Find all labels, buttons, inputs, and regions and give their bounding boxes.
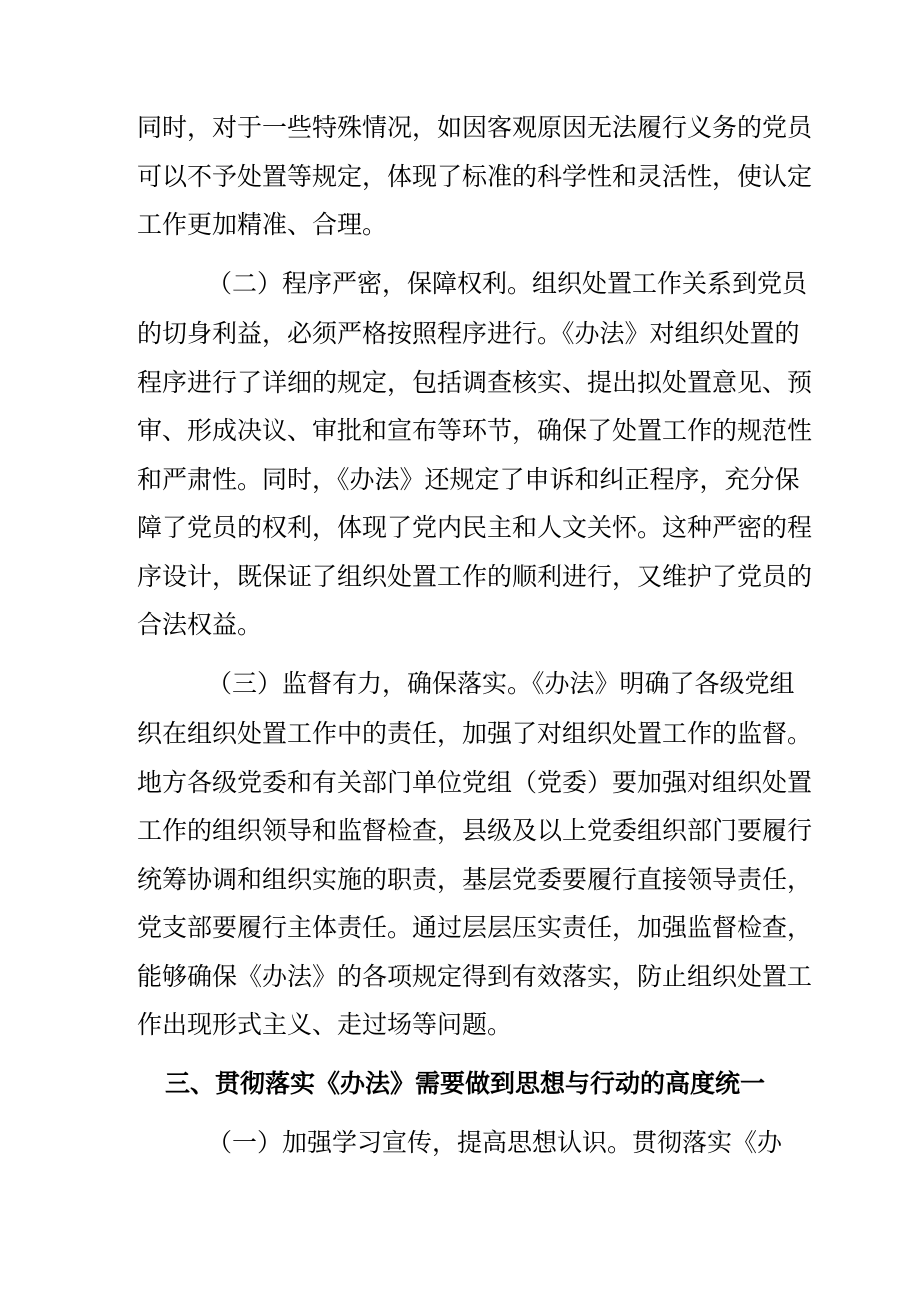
paragraph-3-line-6: 党支部要履行主体责任。通过层层压实责任，加强监督检查， (137, 913, 813, 942)
paragraph-2-line-7: 序设计，既保证了组织处置工作的顺利进行，又维护了党员的 (137, 562, 813, 591)
paragraph-3-line-5: 统筹协调和组织实施的职责，基层党委要履行直接领导责任， (137, 865, 813, 894)
paragraph-2-line-1: （二）程序严密，保障权利。组织处置工作关系到党员 (207, 269, 808, 298)
paragraph-3-line-2: 织在组织处置工作中的责任，加强了对组织处置工作的监督。 (137, 719, 813, 748)
section-heading: 三、贯彻落实《办法》需要做到思想与行动的高度统一 (165, 1069, 766, 1098)
paragraph-1-line-2: 可以不予处置等规定，体现了标准的科学性和灵活性，使认定 (137, 162, 813, 191)
paragraph-2-line-3: 程序进行了详细的规定，包括调查核实、提出拟处置意见、预 (137, 368, 813, 397)
paragraph-3-line-1: （三）监督有力，确保落实。《办法》明确了各级党组 (207, 669, 795, 698)
paragraph-3-line-8: 作出现形式主义、走过场等问题。 (137, 1010, 513, 1039)
paragraph-4-line-1: （一）加强学习宣传，提高思想认识。贯彻落实《办 (207, 1128, 783, 1157)
paragraph-2-line-6: 障了党员的权利，体现了党内民主和人文关怀。这种严密的程 (137, 513, 813, 542)
paragraph-2-line-2: 的切身利益，必须严格按照程序进行。《办法》对组织处置的 (137, 319, 800, 348)
paragraph-3-line-3: 地方各级党委和有关部门单位党组（党委）要加强对组织处置 (137, 768, 813, 797)
paragraph-2-line-5: 和严肃性。同时，《办法》还规定了申诉和纠正程序，充分保 (137, 465, 800, 494)
paragraph-2-line-4: 审、形成决议、审批和宣布等环节，确保了处置工作的规范性 (137, 416, 813, 445)
paragraph-1-line-3: 工作更加精准、合理。 (137, 210, 388, 239)
paragraph-3-line-4: 工作的组织领导和监督检查，县级及以上党委组织部门要履行 (137, 816, 813, 845)
paragraph-2-line-8: 合法权益。 (137, 610, 263, 639)
paragraph-3-line-7: 能够确保《办法》的各项规定得到有效落实，防止组织处置工 (137, 962, 813, 991)
paragraph-1-line-1: 同时，对于一些特殊情况，如因客观原因无法履行义务的党员 (137, 113, 813, 142)
